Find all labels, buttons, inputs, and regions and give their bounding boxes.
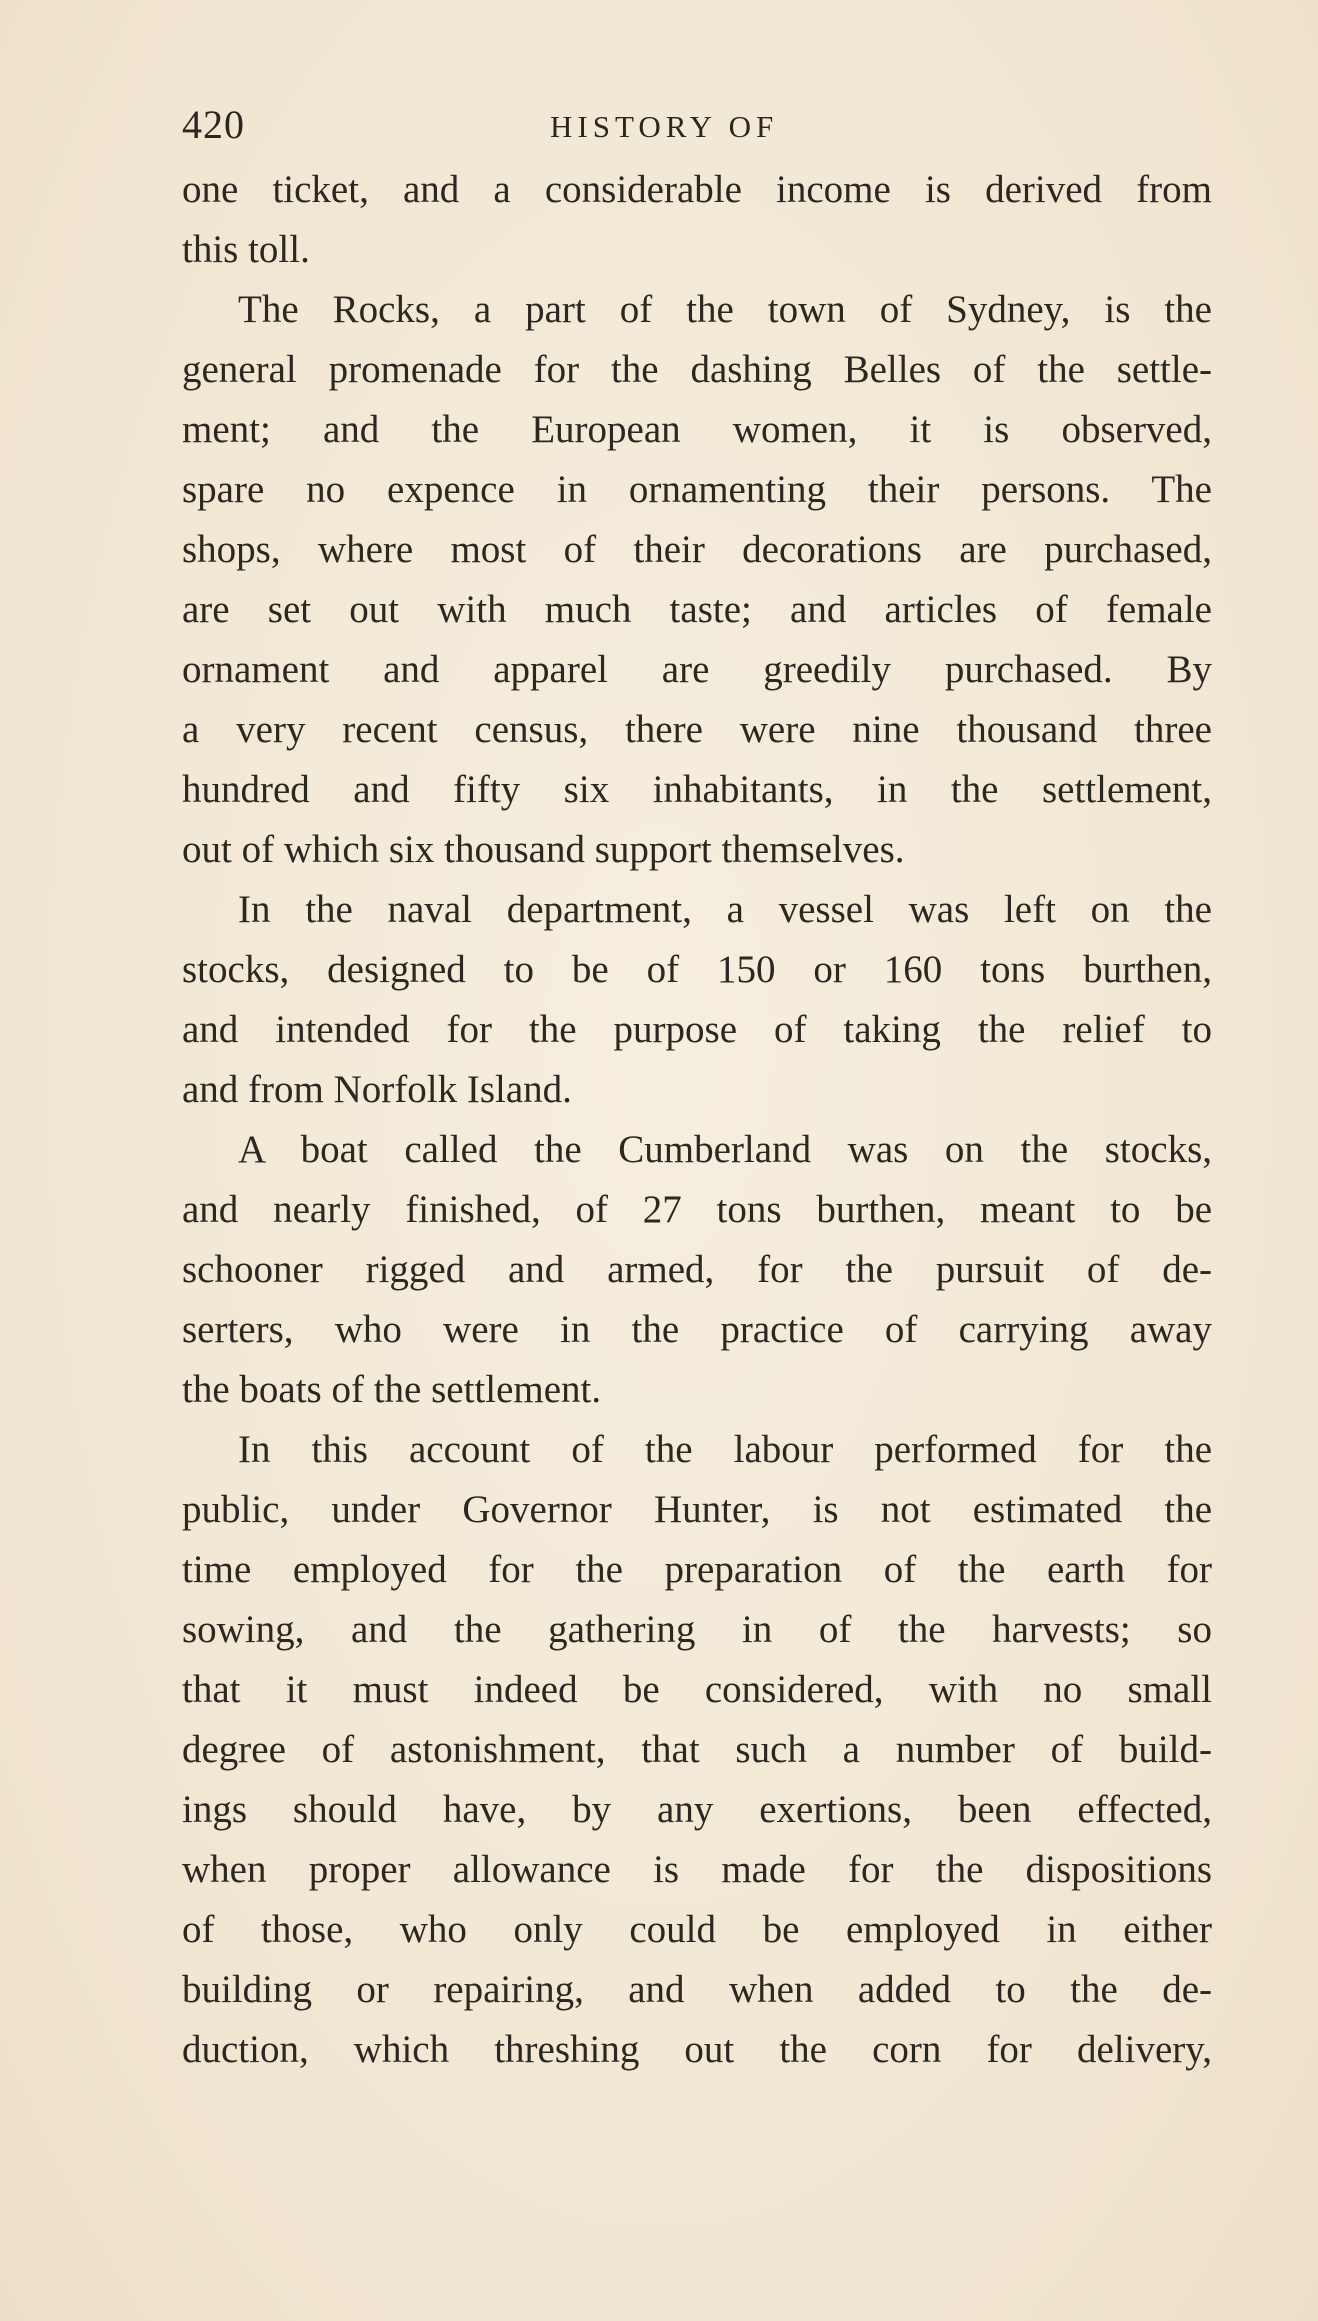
text-line: when proper allowance is made for the dispositions <box>182 1848 1212 1891</box>
text-line: time employed for the preparation of the earth for <box>182 1548 1212 1591</box>
running-title: HISTORY OF <box>550 109 779 144</box>
text-line: the boats of the settlement. <box>182 1368 602 1411</box>
text-line: duction, which threshing out the corn for delivery, <box>182 2028 1212 2071</box>
text-line: and intended for the purpose of taking the relief to <box>182 1008 1212 1051</box>
paragraph-first-line: In the naval department, a vessel was left on the <box>238 888 1212 931</box>
text-line: ornament and apparel are greedily purchased. By <box>182 648 1212 691</box>
paragraph-first-line: In this account of the labour performed for the <box>238 1428 1212 1471</box>
text-line: that it must indeed be considered, with no small <box>182 1668 1212 1711</box>
text-line: ment; and the European women, it is observed, <box>182 408 1212 451</box>
text-line: public, under Governor Hunter, is not estimated the <box>182 1488 1212 1531</box>
text-line: out of which six thousand support themselves. <box>182 828 905 871</box>
page-number: 420 <box>182 102 245 147</box>
page-header <box>182 100 1212 150</box>
text-line: this toll. <box>182 228 310 271</box>
text-line: building or repairing, and when added to the de- <box>182 1968 1212 2011</box>
text-line: shops, where most of their decorations are purchased, <box>182 528 1212 571</box>
text-line: hundred and fifty six inhabitants, in the settlement, <box>182 768 1212 811</box>
text-line: spare no expence in ornamenting their persons. The <box>182 468 1212 511</box>
text-line: of those, who only could be employed in either <box>182 1908 1212 1951</box>
text-line: degree of astonishment, that such a number of build- <box>182 1728 1212 1771</box>
paragraph-first-line: The Rocks, a part of the town of Sydney, is the <box>238 288 1212 331</box>
text-line: and from Norfolk Island. <box>182 1068 572 1111</box>
text-line: one ticket, and a considerable income is derived from <box>182 168 1212 211</box>
text-line: stocks, designed to be of 150 or 160 tons burthen, <box>182 948 1212 991</box>
text-line: serters, who were in the practice of carrying away <box>182 1308 1212 1351</box>
text-line: general promenade for the dashing Belles of the settle- <box>182 348 1212 391</box>
text-line: and nearly finished, of 27 tons burthen, meant to be <box>182 1188 1212 1231</box>
text-line: are set out with much taste; and articles of female <box>182 588 1212 631</box>
body-text <box>182 160 1212 2080</box>
paragraph-first-line: A boat called the Cumberland was on the stocks, <box>238 1128 1212 1171</box>
text-line: sowing, and the gathering in of the harvests; so <box>182 1608 1212 1651</box>
text-line: schooner rigged and armed, for the pursuit of de- <box>182 1248 1212 1291</box>
text-line: a very recent census, there were nine thousand three <box>182 708 1212 751</box>
text-line: ings should have, by any exertions, been effected, <box>182 1788 1212 1831</box>
